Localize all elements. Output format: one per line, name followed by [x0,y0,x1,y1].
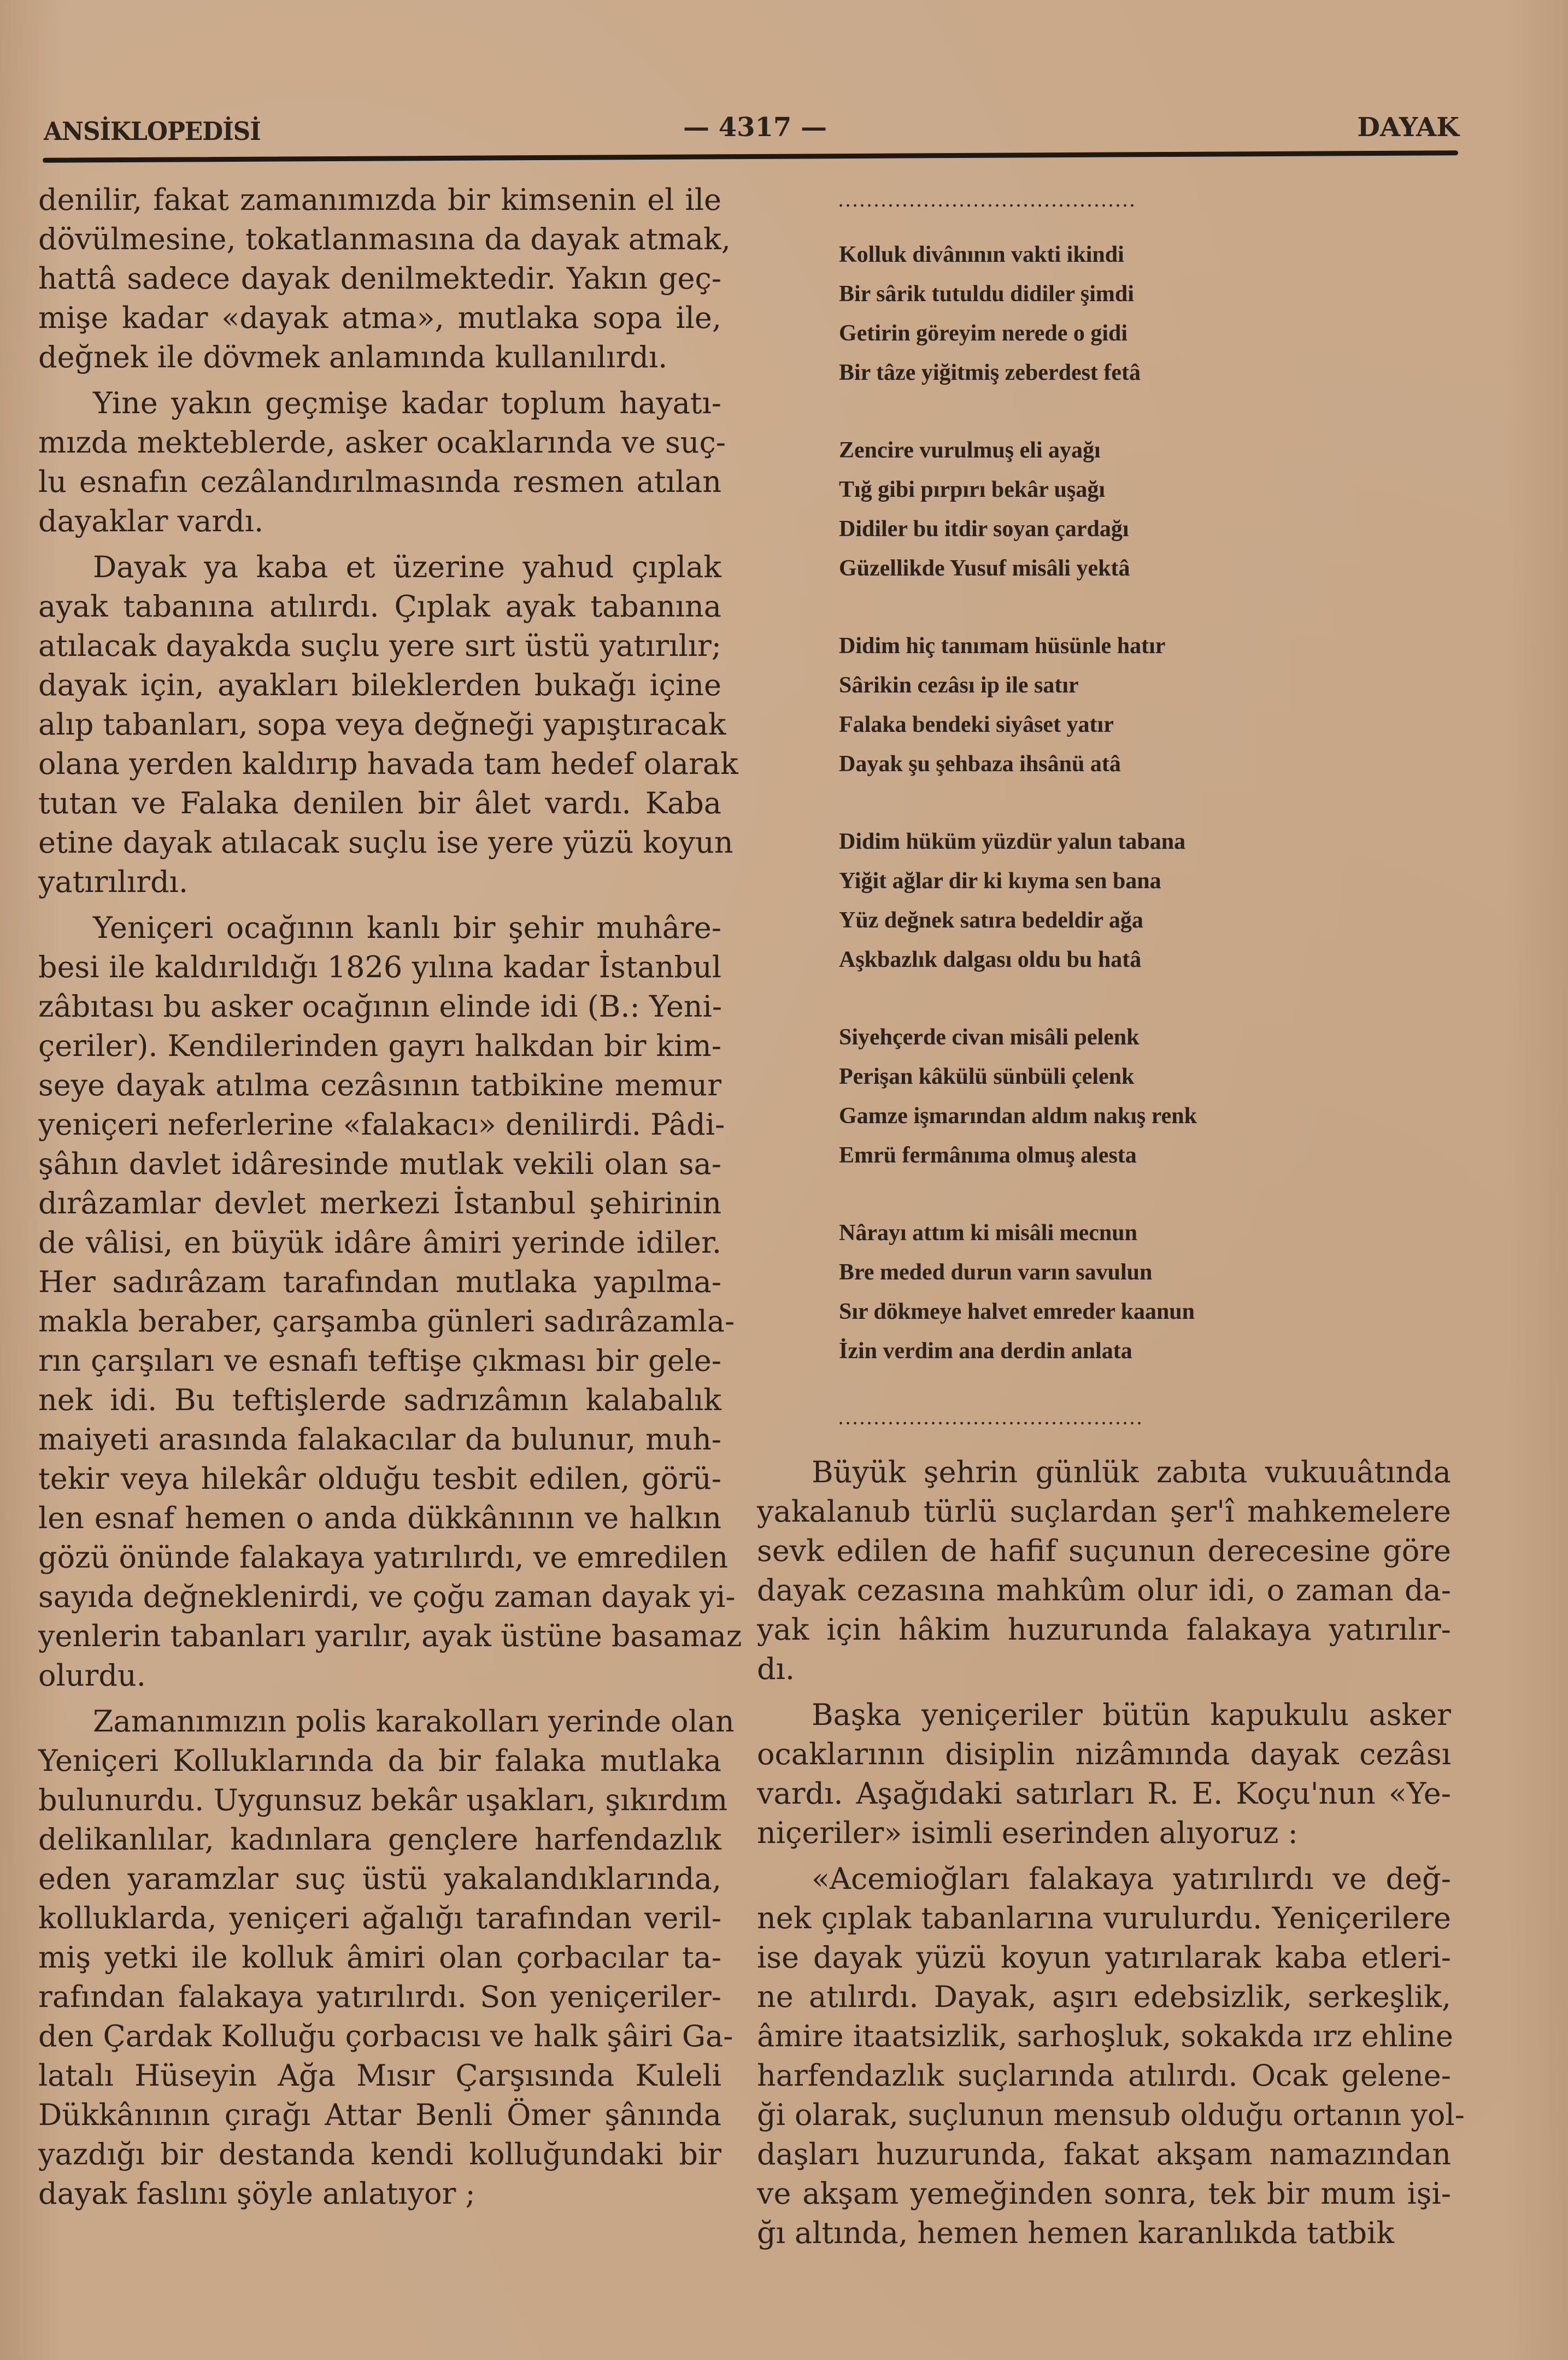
text-line: atılacak dayakda suçlu yere sırt üstü yatırılır; [38,629,721,663]
text-line: de vâlisi, en büyük idâre âmiri yerinde idiler. [38,1225,721,1260]
text-line: denilir, fakat zamanımızda bir kimsenin el ile [38,183,721,217]
poem-verse: Tığ gibi pırpırı bekâr uşağı [839,477,1105,502]
text-line: dövülmesine, tokatlanmasına da dayak atmak, [38,222,731,256]
poem-stanza [839,235,1265,392]
poem-verse: Bir tâze yiğitmiş zeberdest fetâ [839,360,1141,385]
text-line: besi ile kaldırıldığı 1826 yılına kadar İstanbul [38,950,721,984]
text-line: mızda mekteblerde, asker ocaklarında ve suç- [38,425,726,460]
right-column-paragraphs [757,1453,1465,2253]
page-number: — 4317 — [683,112,827,143]
poem-verse: Didim hiç tanımam hüsünle hatır [839,633,1166,659]
text-line: niçeriler» isimli eserinden alıyoruz : [757,1816,1298,1850]
poem-verse: Yiğit ağlar dir ki kıyma sen bana [839,868,1161,894]
text-line: Başka yeniçeriler bütün kapukulu asker [812,1698,1451,1732]
text-line: alıp tabanları, sopa veya değneği yapıştıracak [38,707,726,742]
poem-verse: İzin verdim ana derdin anlata [839,1338,1132,1364]
left-column [38,180,742,2220]
text-line: nek çıplak tabanlarına vurulurdu. Yeniçerilere [757,1901,1451,1935]
header-publication-title: ANSİKLOPEDİSİ [44,116,261,146]
poem-verse: Güzellikde Yusuf misâli yektâ [839,556,1130,581]
text-line: kolluklarda, yeniçeri ağalığı tarafından veril- [38,1901,721,1935]
paragraph [757,1453,1451,1689]
text-line: olana yerden kaldırıp havada tam hedef olarak [38,747,738,781]
running-header [44,112,1459,156]
text-line: seye dayak atılma cezâsının tatbikine memur [38,1068,721,1102]
poem-verse: Siyehçerde civan misâli pelenk [839,1025,1140,1050]
text-line: tekir veya hilekâr olduğu tesbit edilen, görü- [38,1461,721,1496]
text-line: etine dayak atılacak suçlu ise yere yüzü koyun [38,825,733,860]
text-line: Zamanımızın polis karakolları yerinde olan [93,1704,735,1739]
poem-verse: Kolluk divânının vakti ikindi [839,242,1124,267]
text-line: vardı. Aşağıdaki satırları R. E. Koçu'nun «Ye- [757,1776,1451,1811]
poem-verse: Bir sârik tutuldu didiler şimdi [839,281,1134,307]
text-line: ayak tabanına atılırdı. Çıplak ayak tabanına [38,589,721,624]
text-line: Dayak ya kaba et üzerine yahud çıplak [93,550,721,584]
paragraph [757,1859,1465,2253]
text-line: harfendazlık suçlarında atılırdı. Ocak gelene- [757,2058,1451,2093]
text-line: daşları huzurunda, fakat akşam namazından [757,2137,1451,2171]
text-line: ocaklarının disiplin nizâmında dayak cezâsı [757,1737,1451,1771]
text-line: Her sadırâzam tarafından mutlaka yapılma- [38,1265,721,1299]
text-line: rın çarşıları ve esnafı teftişe çıkması bir gele- [38,1343,721,1378]
paragraph [38,180,731,377]
text-line: lu esnafın cezâlandırılmasında resmen atılan [38,465,721,499]
poem-stanza [839,431,1265,588]
poem-verse: Getirin göreyim nerede o gidi [839,321,1128,346]
paragraph [38,548,738,902]
text-line: tutan ve Falaka denilen bir âlet vardı. Kaba [38,786,721,820]
text-line: dayak cezasına mahkûm olur idi, o zaman da- [757,1573,1451,1607]
poem-verse: Didiler bu itdir soyan çardağı [839,516,1129,542]
text-line: şâhın davlet idâresinde mutlak vekili olan sa- [38,1147,721,1181]
text-line: mişe kadar «dayak atma», mutlaka sopa ile, [38,301,721,335]
poem-stanza [839,822,1265,979]
text-line: hattâ sadece dayak denilmektedir. Yakın geç- [38,261,721,296]
right-column [757,180,1465,2259]
poem-verse: Bre meded durun varın savulun [839,1260,1153,1285]
text-line: Dükkânının çırağı Attar Benli Ömer şânında [38,2098,721,2132]
text-line: Yine yakın geçmişe kadar toplum hayatı- [93,386,721,420]
poem-verse: Yüz değnek satıra bedeldir ağa [839,908,1143,933]
poem-quote [839,191,1265,1431]
poem-verse: Gamze işmarından aldım nakış renk [839,1103,1197,1129]
text-line: yeniçeri neferlerine «falakacı» denilirdi. Pâdi- [38,1107,725,1142]
text-line: ğı altında, hemen hemen karanlıkda tatbik [757,2216,1395,2250]
text-line: zâbıtası bu asker ocağının elinde idi (B.: Yeni- [38,989,723,1024]
text-line: sevk edilen de hafif suçunun derecesine göre [757,1534,1451,1568]
text-line: ve akşam yemeğinden sonra, tek bir mum işi- [757,2176,1451,2211]
poem-verse: Zencire vurulmuş eli ayağı [839,438,1101,463]
poem-stanzas [839,235,1265,1371]
poem-verse: Perişan kâkülü sünbüli çelenk [839,1064,1135,1089]
text-line: nek idi. Bu teftişlerde sadrızâmın kalabalık [38,1383,721,1417]
poem-stanza [839,1018,1265,1175]
text-line: çeriler). Kendilerinden gayrı halkdan bir kim- [38,1029,721,1063]
text-line: yak için hâkim huzurunda falakaya yatırılır- [757,1612,1451,1647]
text-line: ği olarak, suçlunun mensub olduğu ortanın yol- [757,2098,1465,2132]
text-line: den Çardak Kolluğu çorbacısı ve halk şâiri Ga- [38,2019,733,2053]
text-line: len esnaf hemen o anda dükkânının ve halkın [38,1501,721,1535]
paragraph [757,1695,1451,1853]
header-entry-title: DAYAK [1357,112,1459,143]
text-line: yenlerin tabanları yarılır, ayak üstüne basamaz [38,1619,742,1653]
text-line: dırâzamlar devlet merkezi İstanbul şehirinin [38,1186,721,1220]
text-line: ne atılırdı. Dayak, aşırı edebsizlik, serkeşlik, [757,1980,1451,2014]
poem-verse: Dayak şu şehbaza ihsânü atâ [839,752,1121,777]
text-line: dı. [757,1652,795,1686]
text-line: âmire itaatsizlik, sarhoşluk, sokakda ırz ehline [757,2019,1454,2053]
paragraph [38,1702,735,2214]
text-line: Yeniçeri ocağının kanlı bir şehir muhâre- [93,911,721,945]
text-line: miş yetki ile kolluk âmiri olan çorbacılar ta- [38,1940,721,1975]
paragraph [38,384,726,541]
poem-verse: Nârayı attım ki misâli mecnun [839,1220,1137,1246]
paragraph [38,908,742,1695]
text-line: dayaklar vardı. [38,504,264,538]
text-line: dayak için, ayakları bileklerden bukağı içine [38,668,721,702]
ellipsis-top: .......................................... [839,193,1137,210]
text-line: delikanlılar, kadınlara gençlere harfendazlık [38,1822,721,1857]
text-line: Yeniçeri Kolluklarında da bir falaka mutlaka [38,1743,721,1778]
text-line: rafından falakaya yatırılırdı. Son yeniçeriler- [38,1980,721,2014]
text-line: eden yaramzlar suç üstü yakalandıklarında, [38,1862,721,1896]
text-line: gözü önünde falakaya yatırılırdı, ve emredilen [38,1540,729,1575]
text-line: olurdu. [38,1658,146,1693]
poem-verse: Didim hüküm yüzdür yalun tabana [839,829,1186,854]
text-line: yatırılırdı. [38,865,189,899]
text-line: yazdığı bir destanda kendi kolluğundaki bir [38,2137,721,2171]
text-line: Büyük şehrin günlük zabıta vukuuâtında [812,1455,1451,1489]
text-line: maiyeti arasında falakacılar da bulunur, muh- [38,1422,721,1457]
text-line: latalı Hüseyin Ağa Mısır Çarşısında Kuleli [38,2058,721,2093]
text-line: değnek ile dövmek anlamında kullanılırdı. [38,340,668,374]
poem-verse: Sârikin cezâsı ip ile satır [839,673,1079,698]
ellipsis-bottom: ........................................... [839,1411,1144,1428]
poem-verse: Sır dökmeye halvet emreder kaanun [839,1299,1195,1324]
poem-stanza [839,1213,1265,1371]
text-line: dayak faslını şöyle anlatıyor ; [38,2176,475,2211]
text-line: ise dayak yüzü koyun yatırılarak kaba etleri- [757,1940,1451,1975]
poem-verse: Falaka bendeki siyâset yatır [839,712,1114,737]
text-line: sayıda değneklenirdi, ve çoğu zaman dayak yi- [38,1580,736,1614]
poem-verse: Aşkbazlık dalgası oldu bu hatâ [839,947,1142,972]
text-line: bulunurdu. Uygunsuz bekâr uşakları, şıkırdım [38,1783,728,1817]
text-line: «Acemioğları falakaya yatırılırdı ve değ- [812,1862,1451,1896]
poem-verse: Emrü fermânıma olmuş alesta [839,1143,1137,1168]
text-line: yakalanub türlü suçlardan şer'î mahkemelere [757,1494,1451,1529]
text-line: makla beraber, çarşamba günleri sadırâzamla- [38,1304,735,1338]
poem-stanza [839,626,1265,784]
